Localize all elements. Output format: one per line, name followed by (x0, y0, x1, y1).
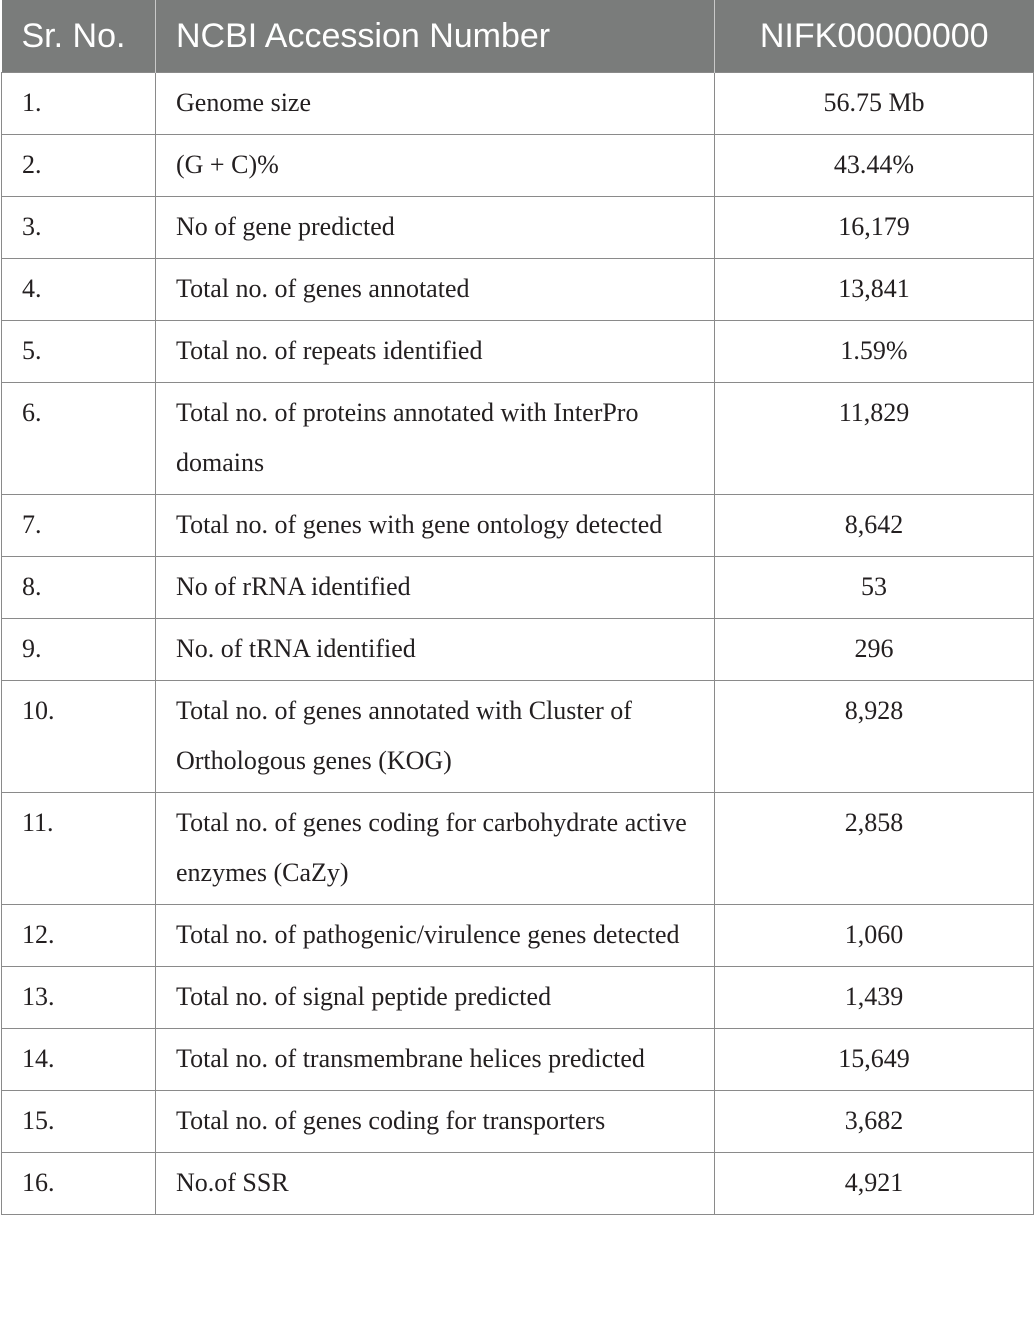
row-label: Total no. of genes annotated with Cluster of Orthologous genes (KOG) (156, 681, 715, 793)
table-row (2, 135, 1034, 197)
row-sr-no: 8. (2, 557, 156, 619)
table-row (2, 681, 1034, 793)
row-sr-no: 4. (2, 259, 156, 321)
row-value: 15,649 (715, 1029, 1034, 1091)
table-row (2, 259, 1034, 321)
table-row (2, 73, 1034, 135)
row-label: Total no. of genes with gene ontology detected (156, 495, 715, 557)
table-row (2, 1029, 1034, 1091)
row-value: 53 (715, 557, 1034, 619)
header-sr-no: Sr. No. (2, 0, 156, 73)
row-sr-no: 13. (2, 967, 156, 1029)
row-sr-no: 2. (2, 135, 156, 197)
row-label: No. of tRNA identified (156, 619, 715, 681)
row-value: 1,439 (715, 967, 1034, 1029)
row-label: Total no. of genes coding for transporters (156, 1091, 715, 1153)
row-value: 1,060 (715, 905, 1034, 967)
row-label: Genome size (156, 73, 715, 135)
row-sr-no: 10. (2, 681, 156, 793)
row-sr-no: 14. (2, 1029, 156, 1091)
table-row (2, 1153, 1034, 1215)
table-row (2, 495, 1034, 557)
row-sr-no: 1. (2, 73, 156, 135)
row-label: Total no. of transmembrane helices predicted (156, 1029, 715, 1091)
row-label: Total no. of repeats identified (156, 321, 715, 383)
row-value: 8,928 (715, 681, 1034, 793)
row-sr-no: 15. (2, 1091, 156, 1153)
row-sr-no: 11. (2, 793, 156, 905)
row-value: 2,858 (715, 793, 1034, 905)
table-row (2, 383, 1034, 495)
row-label: Total no. of genes coding for carbohydrate active enzymes (CaZy) (156, 793, 715, 905)
row-value: 11,829 (715, 383, 1034, 495)
row-label: No of gene predicted (156, 197, 715, 259)
row-sr-no: 12. (2, 905, 156, 967)
header-accession-number: NIFK00000000 (715, 0, 1034, 73)
table-row (2, 619, 1034, 681)
row-value: 43.44% (715, 135, 1034, 197)
row-sr-no: 3. (2, 197, 156, 259)
row-value: 3,682 (715, 1091, 1034, 1153)
header-row (2, 0, 1034, 73)
table-row (2, 197, 1034, 259)
row-value: 296 (715, 619, 1034, 681)
row-value: 8,642 (715, 495, 1034, 557)
table-row (2, 793, 1034, 905)
row-value: 13,841 (715, 259, 1034, 321)
row-label: Total no. of pathogenic/virulence genes detected (156, 905, 715, 967)
row-sr-no: 6. (2, 383, 156, 495)
row-sr-no: 5. (2, 321, 156, 383)
row-label: (G + C)% (156, 135, 715, 197)
row-label: Total no. of signal peptide predicted (156, 967, 715, 1029)
row-sr-no: 7. (2, 495, 156, 557)
row-label: No of rRNA identified (156, 557, 715, 619)
row-sr-no: 9. (2, 619, 156, 681)
table-body (2, 73, 1034, 1215)
row-sr-no: 16. (2, 1153, 156, 1215)
row-value: 16,179 (715, 197, 1034, 259)
row-value: 4,921 (715, 1153, 1034, 1215)
header-accession-label: NCBI Accession Number (156, 0, 715, 73)
genome-stats-table (1, 0, 1034, 1215)
table-row (2, 321, 1034, 383)
row-value: 56.75 Mb (715, 73, 1034, 135)
table-header (2, 0, 1034, 73)
table-row (2, 1091, 1034, 1153)
row-label: No.of SSR (156, 1153, 715, 1215)
row-label: Total no. of proteins annotated with InterPro domains (156, 383, 715, 495)
table-row (2, 905, 1034, 967)
table-row (2, 967, 1034, 1029)
table-row (2, 557, 1034, 619)
row-value: 1.59% (715, 321, 1034, 383)
row-label: Total no. of genes annotated (156, 259, 715, 321)
